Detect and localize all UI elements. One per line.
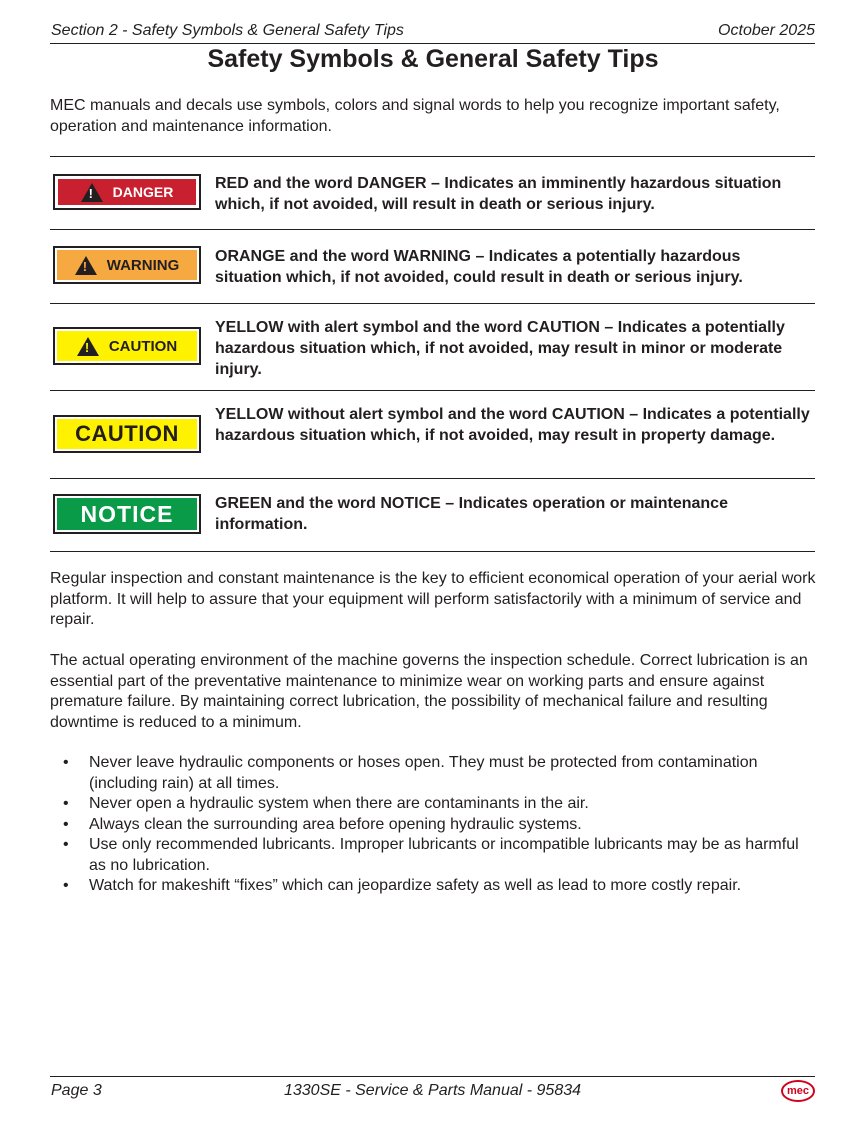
danger-label: DANGER (112, 184, 174, 200)
paragraph-lubrication: The actual operating environment of the machine governs the inspection schedule. Correct lubrication is an essential part of the preventative maintenance to minimize wear on working parts and ensure against premature failure. By maintaining correct lubrication, the possibility of mechanical failure and resulting downtime is reduced to a minimum. (50, 652, 808, 731)
caution-alert-label: CAUTION (108, 337, 178, 355)
danger-badge (53, 174, 201, 210)
warning-badge (53, 246, 201, 284)
notice-badge (53, 494, 201, 534)
page-footer (50, 1076, 815, 1099)
list-item: • Always clean the surrounding area before opening hydraulic systems. (50, 815, 810, 836)
mec-logo: mec (781, 1080, 815, 1102)
maintenance-bullets (50, 753, 810, 897)
danger-description: RED and the word DANGER – Indicates an imminently hazardous situation which, if not avoided, will result in death or serious injury. (215, 175, 782, 213)
header-date: October 2025 (718, 22, 815, 39)
list-item: • Never leave hydraulic components or hoses open. They must be protected from contamination (including rain) at all times. (50, 753, 810, 794)
header-section: Section 2 - Safety Symbols & General Safety Tips (51, 22, 404, 39)
caution-label: CAUTION (75, 421, 179, 446)
notice-description: GREEN and the word NOTICE – Indicates operation or maintenance information. (215, 495, 728, 533)
footer-manual-title: 1330SE - Service & Parts Manual - 95834 (283, 1082, 582, 1099)
signal-row-warning (50, 230, 815, 304)
caution-badge (53, 415, 201, 453)
signal-row-caution (50, 391, 815, 479)
signal-row-caution-alert (50, 304, 815, 391)
signal-word-table (50, 156, 815, 552)
signal-row-danger (50, 157, 815, 230)
warning-label: WARNING (106, 256, 180, 274)
list-item: • Watch for makeshift “fixes” which can jeopardize safety as well as lead to more costly repair. (50, 876, 810, 897)
signal-row-notice (50, 479, 815, 552)
alert-triangle-icon (81, 183, 103, 202)
caution-description: YELLOW without alert symbol and the word CAUTION – Indicates a potentially hazardous situation which, if not avoided, may result in property damage. (215, 406, 810, 444)
list-item: • Never open a hydraulic system when there are contaminants in the air. (50, 794, 810, 815)
page-header (50, 21, 815, 44)
caution-alert-badge (53, 327, 201, 365)
alert-triangle-icon (77, 337, 99, 356)
footer-page-number: Page 3 (51, 1082, 102, 1099)
page-title: Safety Symbols & General Safety Tips (207, 45, 659, 73)
intro-text: MEC manuals and decals use symbols, colors and signal words to help you recognize important safety, operation and maintenance information. (50, 97, 780, 135)
notice-label: NOTICE (80, 500, 174, 527)
alert-triangle-icon (75, 256, 97, 275)
paragraph-inspection: Regular inspection and constant maintenance is the key to efficient economical operation of your aerial work platform. It will help to assure that your equipment will perform satisfactorily with a minimum of service and repair. (50, 570, 816, 628)
caution-alert-description: YELLOW with alert symbol and the word CAUTION – Indicates a potentially hazardous situation which, if not avoided, may result in minor or moderate injury. (215, 319, 785, 378)
warning-description: ORANGE and the word WARNING – Indicates a potentially hazardous situation which, if not avoided, could result in death or serious injury. (215, 248, 743, 286)
list-item: • Use only recommended lubricants. Improper lubricants or incompatible lubricants may be as harmful as no lubrication. (50, 835, 810, 876)
